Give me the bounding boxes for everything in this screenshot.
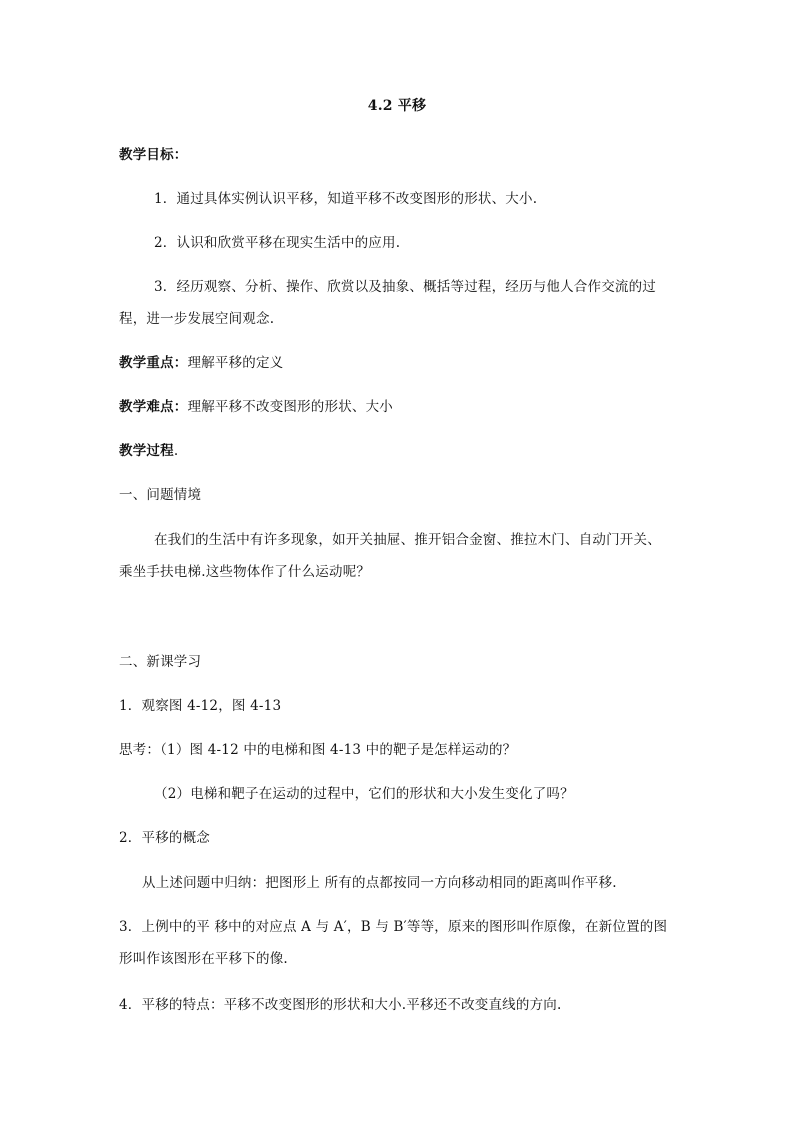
difficulty-text: 理解平移不改变图形的形状、大小: [187, 399, 393, 415]
item-1: 1．观察图 4-12，图 4-13: [119, 698, 282, 714]
objective-3-line-2: 程，进一步发展空间观念.: [119, 311, 275, 327]
key-point-label: 教学重点：: [119, 355, 188, 371]
section-1-heading: 一、问题情境: [119, 487, 202, 503]
think-question-1: 思考：（1）图 4-12 中的电梯和图 4-13 中的靶子是怎样运动的？: [119, 742, 517, 758]
item-3-line-1: 3．上例中的平 移中的对应点 A 与 A′，B 与 B′等等，原来的图形叫作原像，在新位置的图: [119, 919, 668, 935]
key-point-line: [119, 354, 283, 372]
process-heading: [119, 442, 178, 460]
section-1-para-line-2: 乘坐手扶电梯.这些物体作了什么运动呢？: [119, 564, 371, 580]
page-title: 4.2 平移: [367, 98, 427, 114]
process-label: 教学过程: [119, 443, 174, 459]
objectives-heading: 教学目标：: [119, 147, 188, 163]
item-4: 4．平移的特点：平移不改变图形的形状和大小.平移还不改变直线的方向.: [119, 997, 562, 1013]
item-2-text: 从上述问题中归纳：把图形上 所有的点都按同一方向移动相同的距离叫作平移.: [142, 875, 617, 891]
process-suffix: .: [173, 443, 179, 459]
objective-2: 2．认识和欣赏平移在现实生活中的应用.: [154, 235, 401, 251]
item-3-line-2: 形叫作该图形在平移下的像.: [119, 951, 288, 967]
difficulty-line: [119, 398, 393, 416]
difficulty-label: 教学难点：: [119, 399, 188, 415]
think-question-2: （2）电梯和靶子在运动的过程中，它们的形状和大小发生变化了吗？: [154, 786, 574, 802]
section-1-para-line-1: 在我们的生活中有许多现象，如开关抽屉、推开铝合金窗、推拉木门、自动门开关、: [154, 532, 661, 548]
section-2-heading: 二、新课学习: [119, 654, 202, 670]
key-point-text: 理解平移的定义: [187, 355, 284, 371]
objective-3-line-1: 3．经历观察、分析、操作、欣赏以及抽象、概括等过程，经历与他人合作交流的过: [154, 279, 656, 295]
objective-1: 1．通过具体实例认识平移，知道平移不改变图形的形状、大小.: [154, 191, 538, 207]
item-2: 2．平移的概念: [119, 830, 210, 846]
